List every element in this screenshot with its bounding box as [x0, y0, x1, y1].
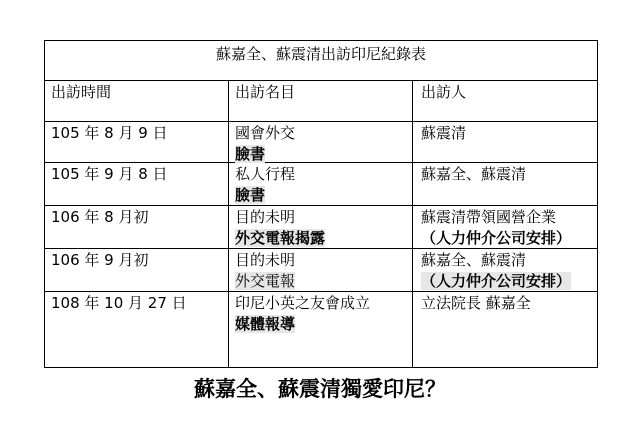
visit-source: 媒體報導 [235, 315, 296, 333]
visit-purpose-cell [228, 163, 412, 205]
visit-person: 蘇嘉全、蘇震清 [421, 251, 527, 269]
header-purpose: 出訪名目 [228, 81, 412, 121]
table-row [45, 292, 597, 368]
visit-purpose: 印尼小英之友會成立 [235, 294, 371, 312]
visit-purpose-cell [228, 292, 412, 368]
visit-record-table [44, 40, 598, 368]
visit-person: 蘇嘉全、蘇震清 [421, 165, 527, 183]
visit-person: 立法院長 蘇嘉全 [421, 294, 531, 312]
visit-purpose-cell [228, 249, 412, 291]
visit-source: 外交電報 [235, 272, 296, 290]
visit-person-cell [412, 163, 597, 205]
headline: 蘇嘉全、蘇震清獨愛印尼？ [194, 377, 446, 401]
visit-purpose-cell [228, 206, 412, 248]
table-row [45, 249, 597, 292]
visit-date: 105 年 9 月 8 日 [51, 165, 168, 183]
table-row [45, 163, 597, 206]
table-row [45, 122, 597, 163]
visit-date: 105 年 8 月 9 日 [51, 124, 168, 142]
visit-date: 108 年 10 月 27 日 [51, 294, 187, 312]
header-date: 出訪時間 [51, 83, 112, 101]
visit-source: 臉書 [235, 186, 266, 204]
visit-purpose: 目的未明 [235, 208, 296, 226]
table-row [45, 206, 597, 249]
visit-purpose: 國會外交 [235, 124, 296, 142]
table-title: 蘇嘉全、蘇震清出訪印尼紀錄表 [45, 41, 597, 81]
visit-person-cell [412, 206, 597, 248]
visit-source: 臉書 [235, 145, 266, 163]
visit-purpose: 私人行程 [235, 165, 296, 183]
visit-person: 蘇震清帶領國營企業 [421, 208, 557, 226]
visit-person-note: （人力仲介公司安排） [421, 272, 572, 290]
visit-person-cell [412, 292, 597, 368]
visit-date: 106 年 9 月初 [51, 251, 149, 269]
visit-person-note: （人力仲介公司安排） [421, 229, 572, 247]
visit-source: 外交電報揭露 [235, 229, 326, 247]
visit-person-cell [412, 249, 597, 291]
visit-person-cell [412, 122, 597, 162]
header-person: 出訪人 [412, 81, 597, 121]
visit-date: 106 年 8 月初 [51, 208, 149, 226]
table-header-row [45, 81, 597, 122]
visit-purpose: 目的未明 [235, 251, 296, 269]
visit-purpose-cell [228, 122, 412, 162]
visit-person: 蘇震清 [421, 124, 467, 142]
